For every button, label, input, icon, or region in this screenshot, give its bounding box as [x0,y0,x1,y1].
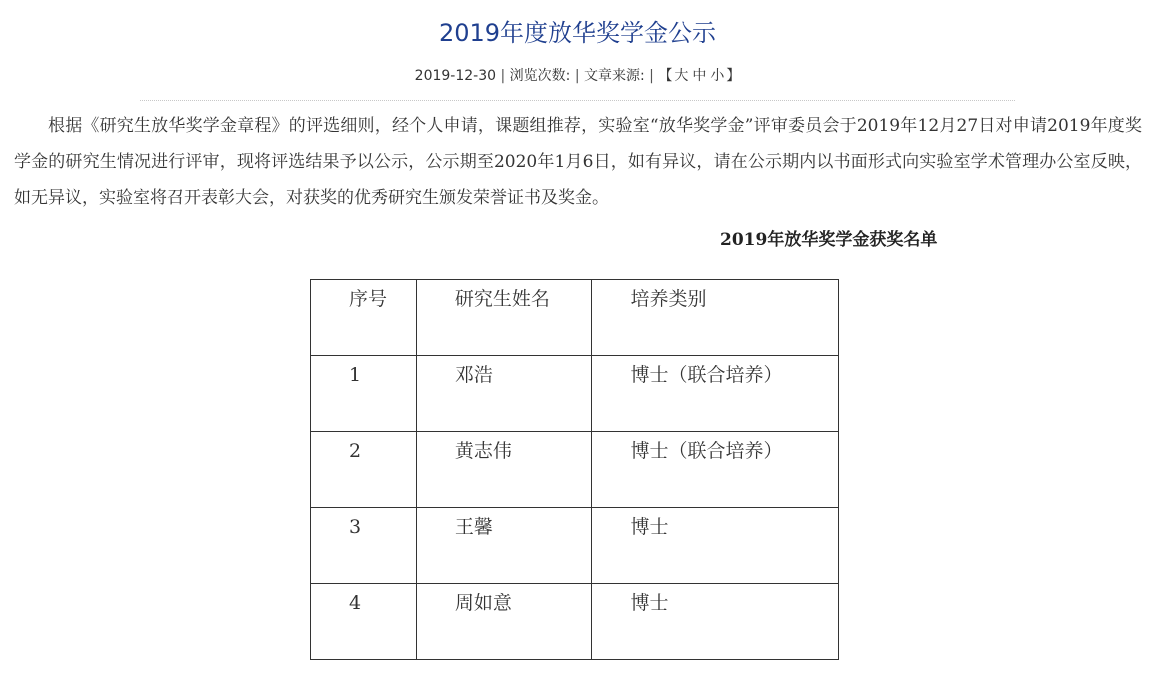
header-index: 序号 [311,280,417,356]
award-list-title: 2019年放华奖学金获奖名单 [720,230,938,250]
article-paragraph: 根据《研究生放华奖学金章程》的评选细则，经个人申请，课题组推荐，实验室“放华奖学金”评审委员会于2019年12月27日对申请2019年度奖学金的研究生情况进行评审，现将评选结果予以公示，公示期至2020年1月6日，如有异议，请在公示期内以书面形式向实验室学术管理办公室反映，如无异议，实验室将召开表彰大会，对获奖的优秀研究生颁发荣誉证书及奖金。 [14,116,1142,208]
table-row [311,432,839,508]
meta-separator: | [500,68,506,84]
font-size-switcher: 【 大 中 小 】 [658,68,741,84]
article-title: 2019年度放华奖学金公示 [438,19,717,47]
cell-student-name: 周如意 [416,584,592,660]
cell-training-type: 博士（联合培养） [592,432,839,508]
cell-index: 2 [311,432,417,508]
article-meta [0,64,1155,88]
font-size-large-link[interactable]: 大 [674,68,689,84]
table-row [311,508,839,584]
table-row [311,356,839,432]
cell-index: 4 [311,584,417,660]
font-size-medium-link[interactable]: 中 [692,68,707,84]
cell-index: 1 [311,356,417,432]
table-header-row [311,280,839,356]
cell-student-name: 黄志伟 [416,432,592,508]
meta-separator: | [574,68,580,84]
award-table [310,279,839,660]
table-row [311,584,839,660]
meta-separator: | [649,68,654,84]
cell-student-name: 王馨 [416,508,592,584]
header-training-type: 培养类别 [592,280,839,356]
cell-index: 3 [311,508,417,584]
cell-training-type: 博士 [592,584,839,660]
views-label: 浏览次数: [509,68,571,84]
cell-training-type: 博士 [592,508,839,584]
source-label: 文章来源: [584,68,645,84]
publish-date: 2019-12-30 [414,68,497,84]
font-size-small-link[interactable]: 小 [710,68,725,84]
title-divider [140,100,1015,101]
cell-training-type: 博士（联合培养） [592,356,839,432]
cell-student-name: 邓浩 [416,356,592,432]
header-student-name: 研究生姓名 [416,280,592,356]
